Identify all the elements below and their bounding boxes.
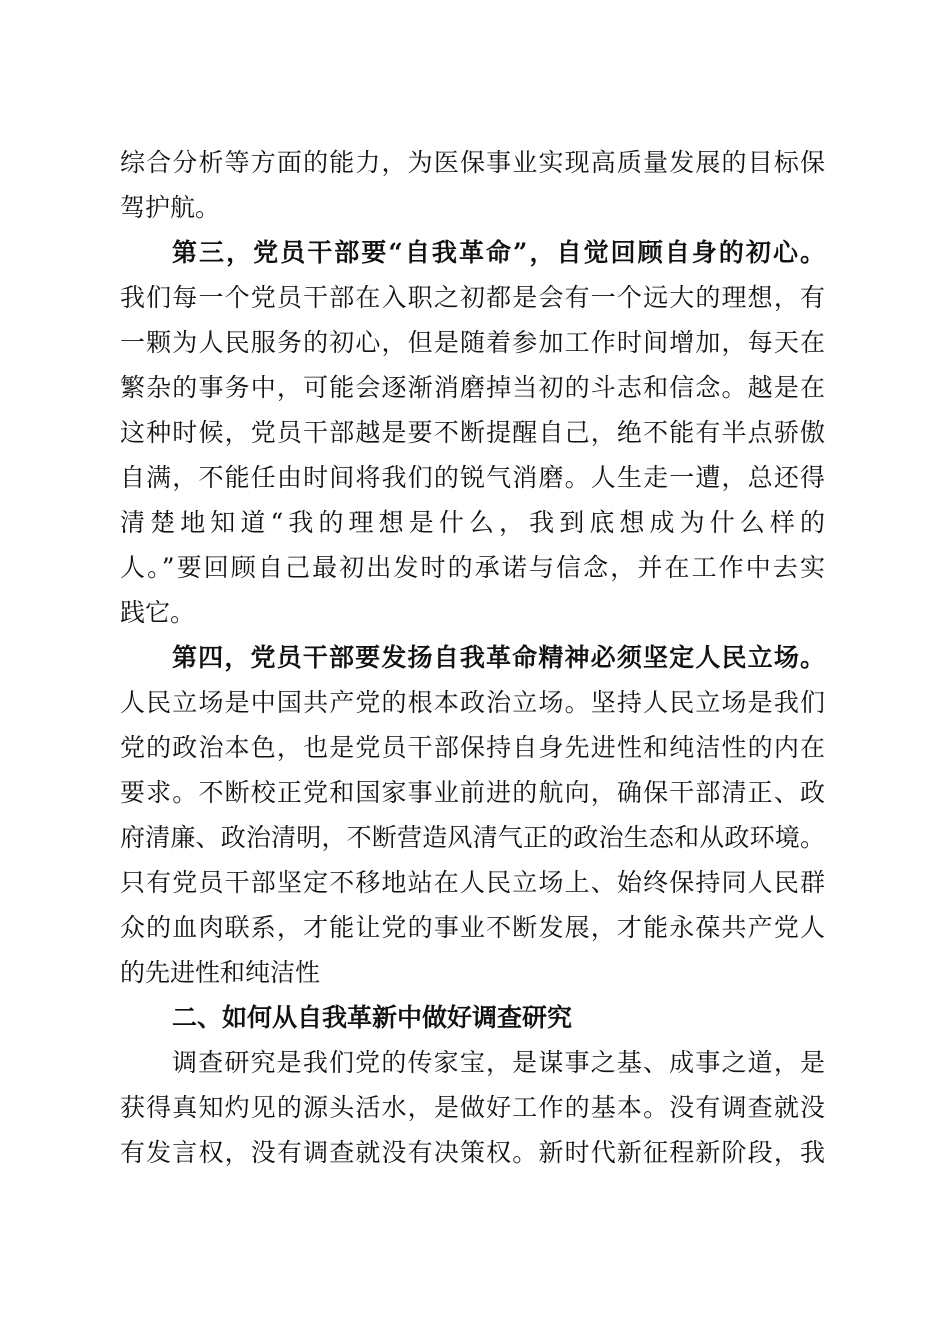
text-line: 府清廉、政治清明，不断营造风清气正的政治生态和从政环境。 [120, 823, 825, 852]
text-line: 清楚地知道“我的理想是什么，我到底想成为什么样的 [120, 508, 825, 537]
text-line: 众的血肉联系，才能让党的事业不断发展，才能永葆共产党人 [120, 913, 825, 942]
paragraph-heading: 第四，党员干部要发扬自我革命精神必须坚定人民立场。 [172, 643, 825, 672]
text-line: 调查研究是我们党的传家宝，是谋事之基、成事之道，是 [172, 1048, 825, 1077]
text-line: 这种时候，党员干部越是要不断提醒自己，绝不能有半点骄傲 [120, 418, 825, 447]
text-line: 自满，不能任由时间将我们的锐气消磨。人生走一遭，总还得 [120, 463, 825, 492]
text-line: 只有党员干部坚定不移地站在人民立场上、始终保持同人民群 [120, 868, 825, 897]
text-line: 驾护航。 [120, 193, 221, 222]
text-line: 的先进性和纯洁性 [120, 958, 321, 987]
paragraph-heading: 第三，党员干部要“自我革命”，自觉回顾自身的初心。 [172, 238, 825, 267]
text-line: 要求。不断校正党和国家事业前进的航向，确保干部清正、政 [120, 778, 825, 807]
text-line: 党的政治本色，也是党员干部保持自身先进性和纯洁性的内在 [120, 733, 825, 762]
text-line: 人。”要回顾自己最初出发时的承诺与信念，并在工作中去实 [120, 553, 825, 582]
text-line: 一颗为人民服务的初心，但是随着参加工作时间增加，每天在 [120, 328, 825, 357]
text-line: 践它。 [120, 598, 196, 627]
text-line: 人民立场是中国共产党的根本政治立场。坚持人民立场是我们 [120, 688, 825, 717]
text-line: 繁杂的事务中，可能会逐渐消磨掉当初的斗志和信念。越是在 [120, 373, 825, 402]
section-heading: 二、如何从自我革新中做好调查研究 [172, 1003, 573, 1032]
text-line: 获得真知灼见的源头活水，是做好工作的基本。没有调查就没 [120, 1093, 825, 1122]
text-line: 我们每一个党员干部在入职之初都是会有一个远大的理想，有 [120, 283, 825, 312]
text-line: 有发言权，没有调查就没有决策权。新时代新征程新阶段，我 [120, 1138, 825, 1167]
text-line: 综合分析等方面的能力，为医保事业实现高质量发展的目标保 [120, 148, 825, 177]
